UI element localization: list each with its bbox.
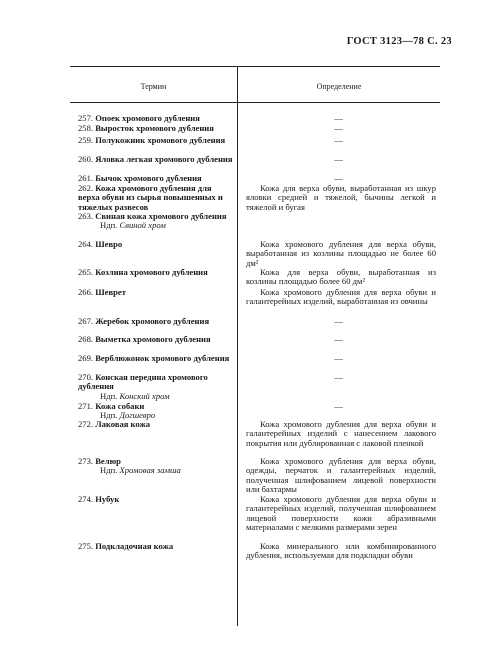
term-cell — [70, 495, 237, 533]
definition-cell: Кожа для верха обуви, выработанная из козлины площадью более 60 дм² — [246, 267, 436, 287]
term-number: 268. — [78, 334, 94, 344]
term-number: 266. — [78, 287, 94, 297]
term-cell — [70, 124, 237, 133]
definition-dash: — — [334, 334, 343, 344]
table-row — [70, 212, 440, 231]
term-number: 265. — [78, 267, 94, 277]
table-row — [70, 114, 440, 123]
definition-dash: — — [334, 173, 343, 183]
table-row — [70, 402, 440, 421]
term-name: Выросток хромового дубления — [95, 123, 214, 133]
definition-cell — [237, 212, 440, 231]
table-row — [70, 184, 440, 212]
term-name: Шевро — [95, 239, 123, 249]
term-name: Нубук — [95, 494, 120, 504]
term-number: 272. — [78, 419, 94, 429]
definition-cell: Кожа хромового дубления для верха обуви, одежды, перчаток и галантерейных изделий, полученная шлифованием лицевой поверхности или бахтармы — [246, 456, 436, 495]
deprecated-name: Догшевро — [119, 410, 156, 421]
deprecated-name: Хромовая замша — [119, 465, 181, 476]
terms-table — [70, 66, 440, 626]
deprecated-prefix: Ндп. — [100, 220, 118, 231]
definition-dash: — — [334, 123, 343, 133]
term-number: 267. — [78, 316, 94, 326]
term-cell — [70, 420, 237, 448]
deprecated-term — [78, 392, 233, 401]
table-row — [70, 335, 440, 344]
deprecated-name: Свиной хром — [119, 220, 166, 231]
term-name: Верблюжонок хромового дубления — [95, 353, 230, 363]
table-row — [70, 155, 440, 164]
term-number: 261. — [78, 173, 94, 183]
term-cell — [70, 288, 237, 307]
definition-cell: Кожа хромового дубления для верха обуви и галантерейных изделий, выработанная из овчины — [246, 287, 436, 307]
term-cell — [70, 155, 237, 164]
term-cell — [70, 212, 237, 231]
term-cell — [70, 373, 237, 401]
definition-dash: — — [334, 135, 343, 145]
term-number: 262. — [78, 183, 94, 193]
term-number: 259. — [78, 135, 94, 145]
definition-cell: Кожа хромового дубления для верха обуви, выработанная из козлины площадью не более 60 дм² — [246, 239, 436, 268]
deprecated-name: Конский хром — [119, 390, 170, 401]
table-row — [70, 174, 440, 183]
table-row — [70, 124, 440, 133]
table-row — [70, 136, 440, 145]
table-row — [70, 542, 440, 561]
table-row — [70, 420, 440, 448]
definition-dash: — — [334, 316, 343, 326]
definition-cell: Кожа минерального или комбинированного дубления, используемая для подкладки обуви — [246, 541, 436, 561]
table-row — [70, 354, 440, 363]
definition-dash: — — [334, 401, 343, 411]
term-cell — [70, 317, 237, 326]
term-cell — [70, 240, 237, 268]
term-number: 271. — [78, 401, 94, 411]
table-top-rule — [70, 66, 440, 67]
term-name: Конская передина хромового дубления — [78, 372, 208, 392]
term-name: Кожа собаки — [95, 401, 145, 411]
term-name: Опоек хромового дубления — [95, 113, 200, 123]
table-row — [70, 457, 440, 495]
table-header-rule — [70, 102, 440, 103]
term-number: 275. — [78, 541, 94, 551]
table-row — [70, 317, 440, 326]
definition-dash: — — [334, 113, 343, 123]
definition-cell: Кожа хромового дубления для верха обуви и галантерейных изделий с нанесением лакового покрытия или дублированная с лаковой пленкой — [246, 419, 436, 448]
term-cell — [70, 136, 237, 145]
definition-cell: Кожа хромового дубления для верха обуви и галантерейных изделий, полученная шлифованием лицевой поверхности кожи абразивными материалами с мелкими размерами зерен — [246, 494, 436, 533]
term-number: 274. — [78, 494, 94, 504]
term-cell — [70, 184, 237, 212]
definition-cell: Кожа для верха обуви, выработанная из шкур яловки средней и тяжелой, бычины легкой и тяжелой и бугая — [246, 183, 436, 212]
term-number: 258. — [78, 123, 94, 133]
term-cell — [70, 268, 237, 287]
term-name: Лаковая кожа — [95, 419, 151, 429]
table-row — [70, 240, 440, 268]
page-header: ГОСТ 3123—78 С. 23 — [346, 36, 452, 47]
deprecated-term — [78, 221, 233, 230]
table-row — [70, 268, 440, 287]
term-name: Велюр — [95, 456, 121, 466]
term-number: 264. — [78, 239, 94, 249]
term-cell — [70, 457, 237, 495]
term-cell — [70, 542, 237, 561]
column-header-term: Термин — [140, 81, 167, 91]
term-cell — [70, 335, 237, 344]
term-name: Бычок хромового дубления — [95, 173, 202, 183]
table-row — [70, 495, 440, 533]
term-number: 273. — [78, 456, 94, 466]
term-name: Яловка легкая хромового дубления — [95, 154, 233, 164]
term-name: Жеребок хромового дубления — [95, 316, 210, 326]
definition-dash: — — [334, 353, 343, 363]
term-name: Полукожник хромового дубления — [95, 135, 226, 145]
definition-dash: — — [334, 154, 343, 164]
term-name: Выметка хромового дубления — [95, 334, 211, 344]
term-name: Свиная кожа хромового дубления — [95, 211, 227, 221]
deprecated-prefix: Ндп. — [100, 390, 118, 401]
term-number: 263. — [78, 211, 94, 221]
term-cell — [70, 174, 237, 183]
term-cell — [70, 114, 237, 123]
table-row — [70, 288, 440, 307]
deprecated-prefix: Ндп. — [100, 465, 118, 476]
column-header-definition: Определение — [316, 81, 362, 91]
term-cell — [70, 402, 237, 421]
deprecated-term — [78, 466, 233, 475]
term-number: 257. — [78, 113, 94, 123]
term-cell — [70, 354, 237, 363]
term-name: Шеврет — [95, 287, 126, 297]
table-row — [70, 373, 440, 401]
deprecated-prefix: Ндп. — [100, 410, 118, 421]
term-name: Козлина хромового дубления — [95, 267, 208, 277]
term-name: Подкладочная кожа — [95, 541, 174, 551]
term-number: 269. — [78, 353, 94, 363]
term-name: Кожа хромового дубления для верха обуви из сырья повышенных и тяжелых развесов — [78, 183, 223, 212]
term-number: 260. — [78, 154, 94, 164]
definition-dash: — — [334, 372, 343, 382]
term-number: 270. — [78, 372, 94, 382]
